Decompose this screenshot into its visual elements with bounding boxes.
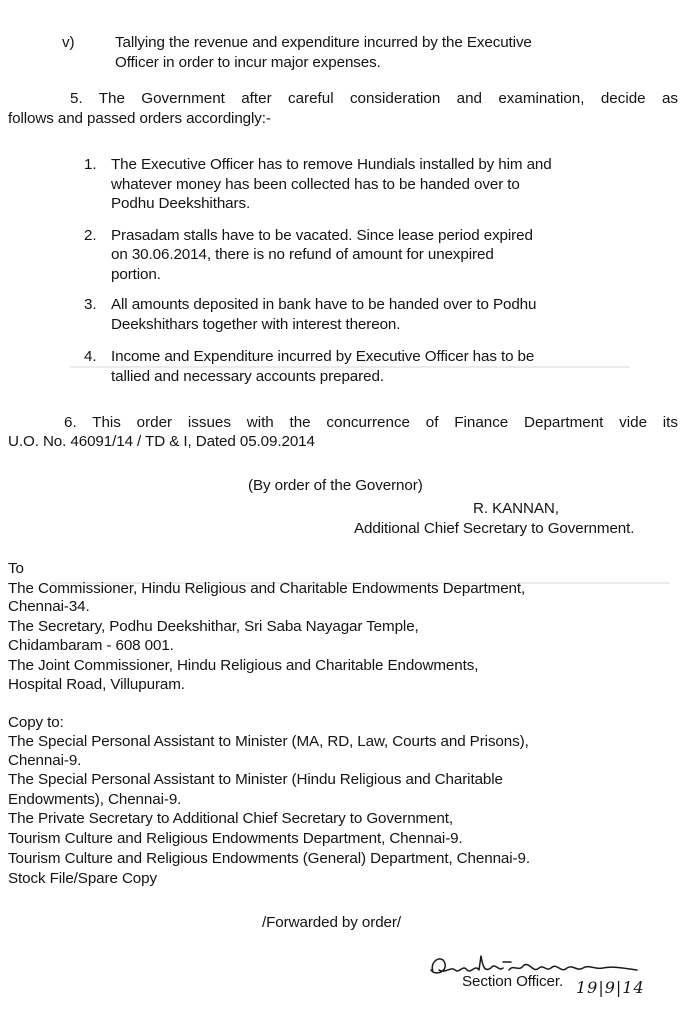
order-4-line-1: Income and Expenditure incurred by Executive Officer has to be	[111, 348, 535, 365]
order-1-line-3: Podhu Deekshithars.	[111, 195, 251, 212]
order-4-number: 4.	[84, 348, 97, 365]
forwarded-by-order: /Forwarded by order/	[262, 914, 401, 931]
order-4-line-2: tallied and necessary accounts prepared.	[111, 368, 384, 385]
order-2-line-3: portion.	[111, 266, 161, 283]
item-v-line-2: Officer in order to incur major expenses.	[115, 54, 381, 71]
order-2-number: 2.	[84, 227, 97, 244]
copy-line: Tourism Culture and Religious Endowments (General) Department, Chennai-9.	[8, 850, 530, 867]
to-line: Hospital Road, Villupuram.	[8, 676, 185, 693]
signoff-handwritten-date: 19|9|14	[576, 978, 645, 997]
copy-line: Chennai-9.	[8, 752, 82, 769]
item-v-line-1: Tallying the revenue and expenditure incurred by the Executive	[115, 34, 532, 51]
para-5-line-1: 5. The Government after careful consideration and examination, decide as	[70, 90, 678, 107]
copy-to-heading: Copy to:	[8, 714, 64, 731]
copy-line: The Special Personal Assistant to Minister (MA, RD, Law, Courts and Prisons),	[8, 733, 529, 750]
by-order-of-governor: (By order of the Governor)	[248, 477, 423, 494]
signatory-name: R. KANNAN,	[473, 500, 559, 517]
to-line: The Secretary, Podhu Deekshithar, Sri Saba Nayagar Temple,	[8, 618, 419, 635]
order-1-number: 1.	[84, 156, 97, 173]
copy-line: Stock File/Spare Copy	[8, 870, 157, 887]
to-line: Chidambaram - 608 001.	[8, 637, 174, 654]
order-1-line-1: The Executive Officer has to remove Hundials installed by him and	[111, 156, 552, 173]
order-2-line-2: on 30.06.2014, there is no refund of amount for unexpired	[111, 246, 494, 263]
item-v-marker: v)	[62, 34, 75, 51]
order-3-number: 3.	[84, 296, 97, 313]
order-3-line-2: Deekshithars together with interest thereon.	[111, 316, 401, 333]
to-line: The Commissioner, Hindu Religious and Charitable Endowments Department,	[8, 580, 526, 597]
copy-line: Tourism Culture and Religious Endowments Department, Chennai-9.	[8, 830, 463, 847]
copy-line: Endowments), Chennai-9.	[8, 791, 182, 808]
para-6-line-1: 6. This order issues with the concurrence of Finance Department vide its	[64, 414, 678, 431]
signatory-designation: Additional Chief Secretary to Government.	[354, 520, 635, 537]
order-1-line-2: whatever money has been collected has to be handed over to	[111, 176, 520, 193]
para-5-line-2: follows and passed orders accordingly:-	[8, 110, 271, 127]
section-officer-label: Section Officer.	[462, 973, 564, 990]
para-6-line-2: U.O. No. 46091/14 / TD & I, Dated 05.09.2014	[8, 433, 315, 450]
to-line: The Joint Commissioner, Hindu Religious and Charitable Endowments,	[8, 657, 479, 674]
copy-line: The Private Secretary to Additional Chief Secretary to Government,	[8, 810, 454, 827]
to-line: Chennai-34.	[8, 598, 90, 615]
order-3-line-1: All amounts deposited in bank have to be handed over to Podhu	[111, 296, 537, 313]
to-heading: To	[8, 560, 24, 577]
order-2-line-1: Prasadam stalls have to be vacated. Since lease period expired	[111, 227, 533, 244]
copy-line: The Special Personal Assistant to Minister (Hindu Religious and Charitable	[8, 771, 503, 788]
